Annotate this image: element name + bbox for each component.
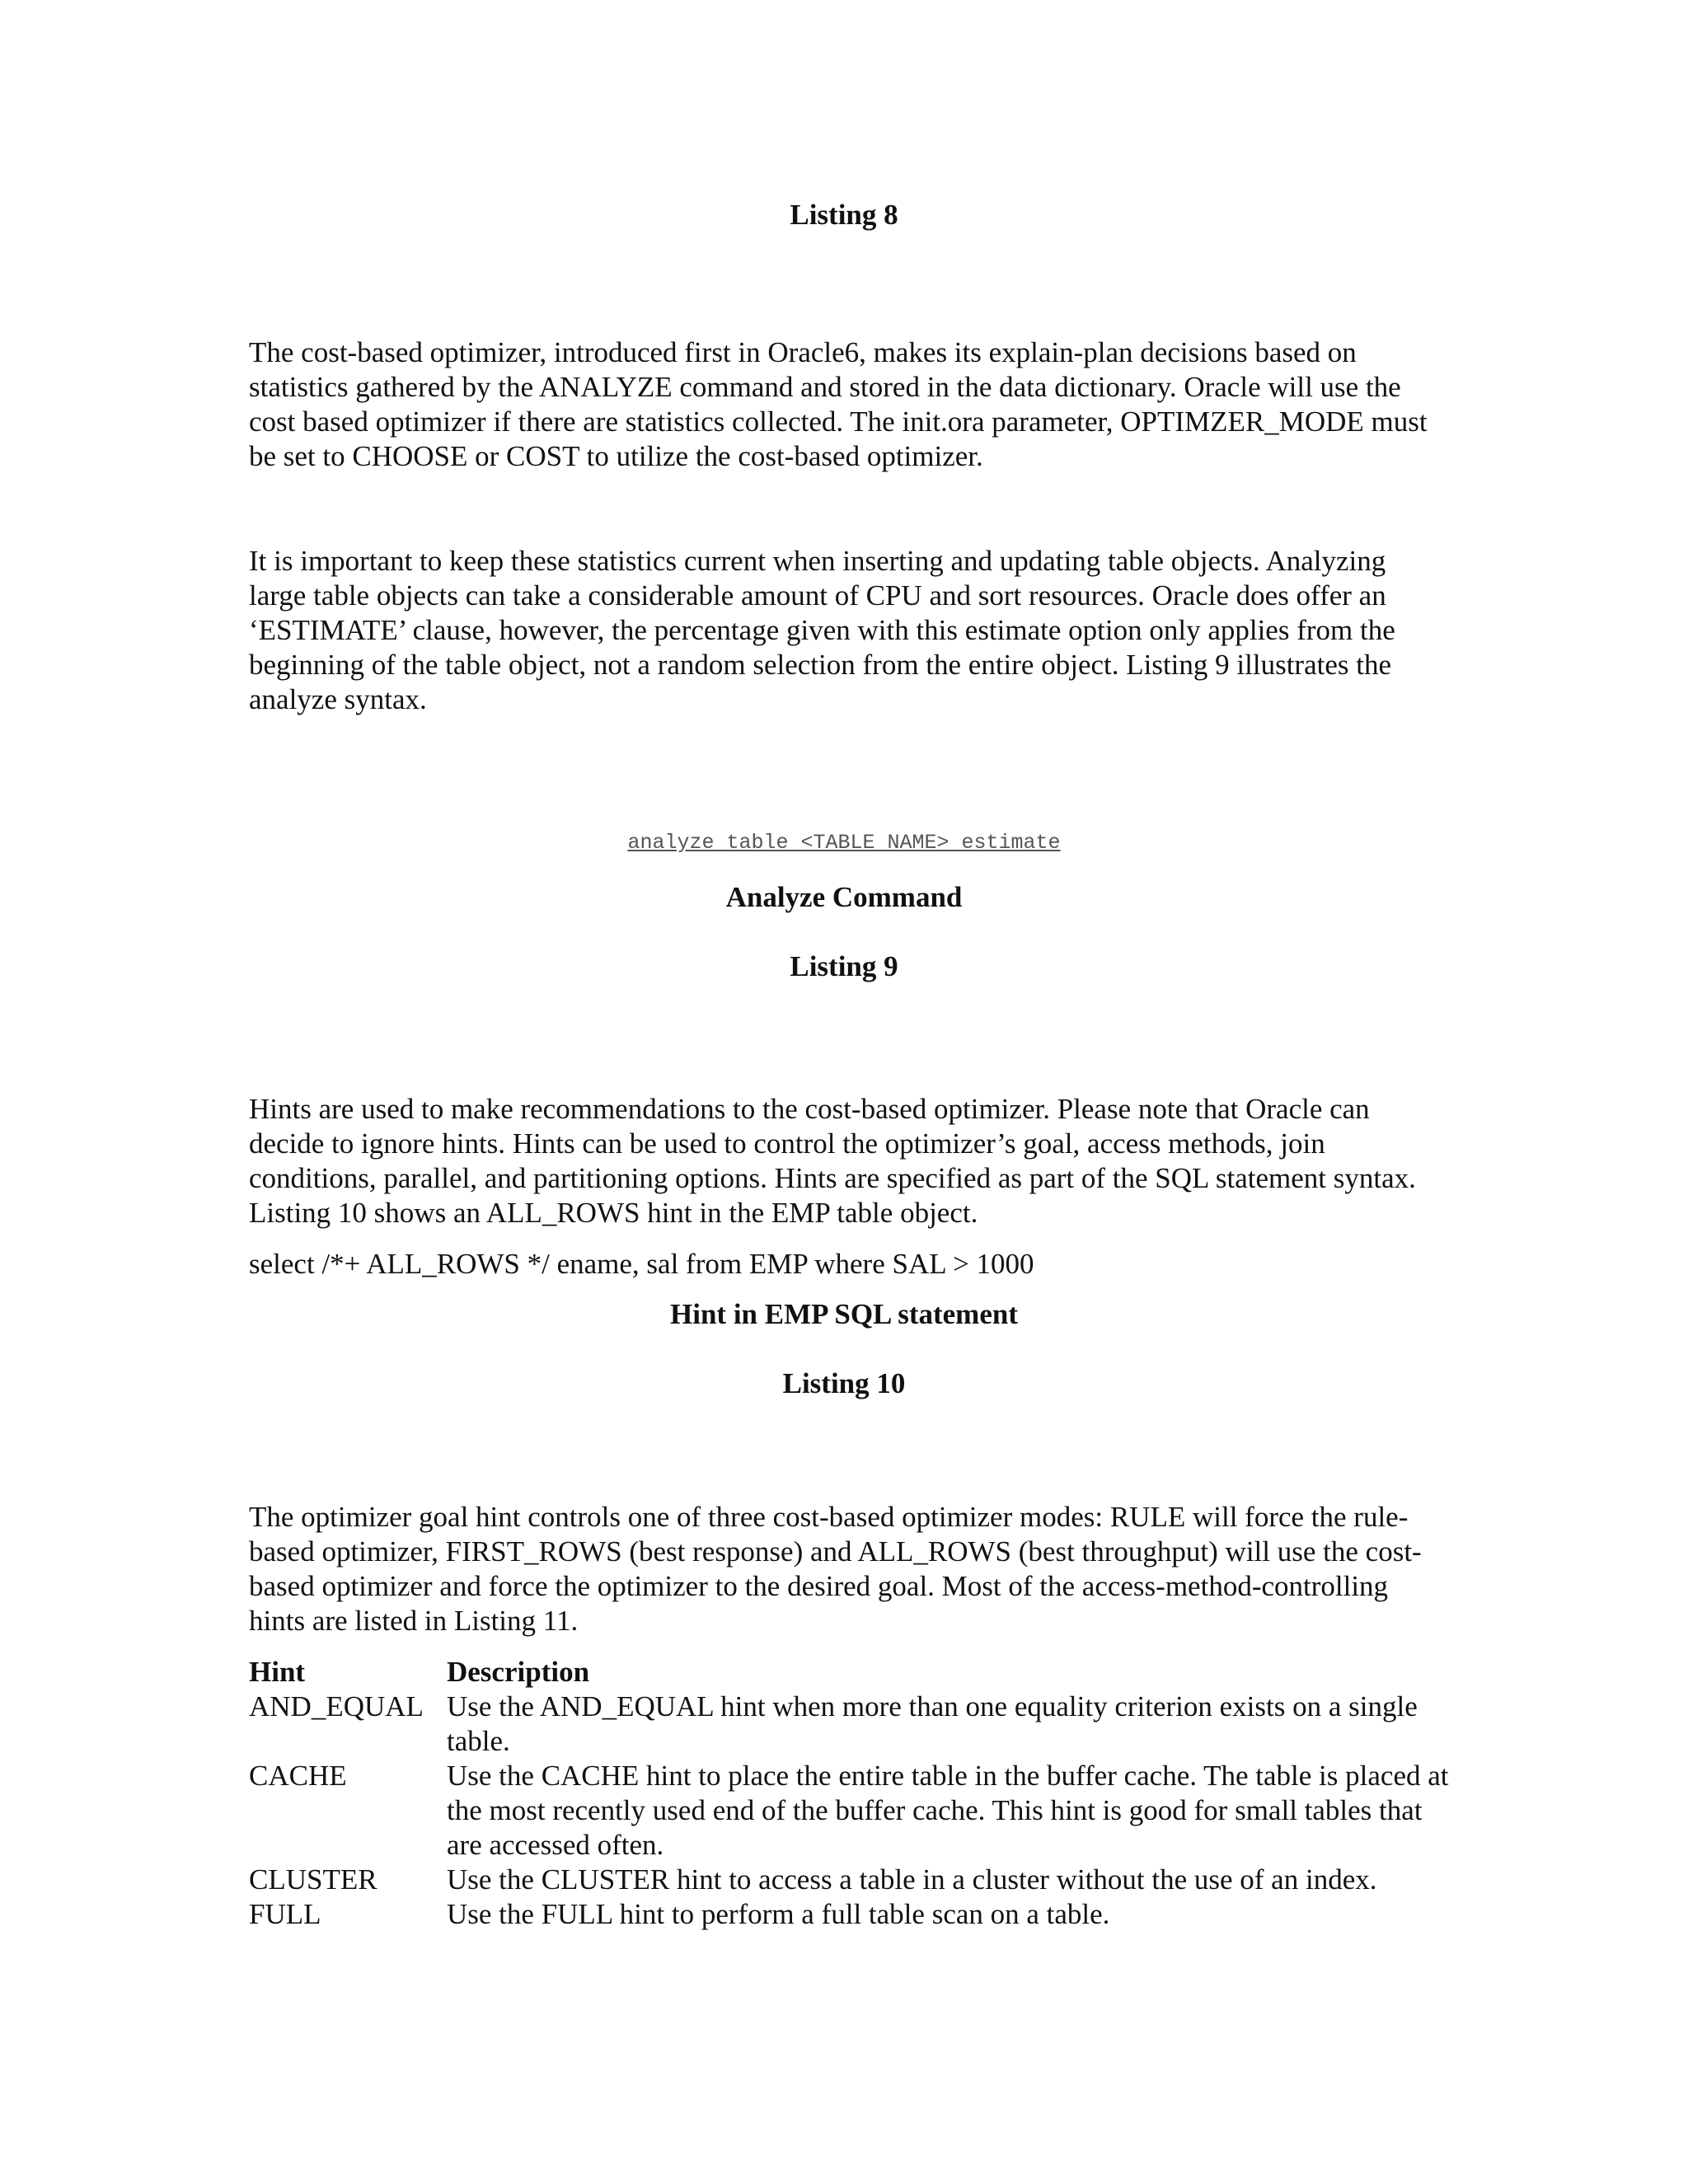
- hint-description: Use the FULL hint to perform a full table scan on a table.: [447, 1898, 1110, 1930]
- paragraph-optimizer-goal: The optimizer goal hint controls one of three cost-based optimizer modes: RULE will force the rule-based optimizer, FIRST_ROWS (best response) and ALL_ROWS (best throughput) will use the cost-based optimizer and force the optimizer to the desired goal. Most of the access-method-controlling hints are listed in Listing 11.: [249, 1501, 1422, 1637]
- hint-table-header-row: [249, 1655, 1452, 1690]
- listing-10-caption: Listing 10: [782, 1367, 906, 1399]
- hint-description: Use the CACHE hint to place the entire table in the buffer cache. The table is placed at the most recently used end of the buffer cache. This hint is good for small tables that are accessed often.: [447, 1760, 1449, 1861]
- hint-column-header: Hint: [249, 1656, 306, 1688]
- listing-10-title: Hint in EMP SQL statement: [670, 1298, 1018, 1330]
- table-row: [249, 1690, 1452, 1759]
- description-column-header: Description: [447, 1656, 590, 1688]
- hint-name: FULL: [249, 1898, 321, 1930]
- hint-description: Use the AND_EQUAL hint when more than one equality criterion exists on a single table.: [447, 1690, 1497, 1757]
- listing-9-title: Analyze Command: [725, 881, 963, 913]
- paragraph-hints: Hints are used to make recommendations to the cost-based optimizer. Please note that Oracle can decide to ignore hints. Hints can be used to control the optimizer’s goal, access methods, join conditions, parallel, and partitioning options. Hints are specified as part of the SQL statement syntax. Listing 10 shows an ALL_ROWS hint in the EMP table object.: [249, 1093, 1416, 1229]
- sql-statement-sample: select /*+ ALL_ROWS */ ename, sal from EMP where SAL > 1000: [249, 1248, 1034, 1280]
- listing-8-caption: Listing 8: [790, 199, 898, 231]
- listing-9-caption: Listing 9: [790, 950, 898, 982]
- analyze-code-sample: analyze table <TABLE NAME> estimate: [627, 831, 1061, 855]
- paragraph-cost-based-optimizer: The cost-based optimizer, introduced first in Oracle6, makes its explain-plan decisions based on statistics gathered by the ANALYZE command and stored in the data dictionary. Oracle will use the cost based optimizer if there are statistics collected. The init.ora parameter, OPTIMZER_MODE must be set to CHOOSE or COST to utilize the cost-based optimizer.: [249, 336, 1428, 472]
- paragraph-statistics-current: It is important to keep these statistics current when inserting and updating table objects. Analyzing large table objects can take a considerable amount of CPU and sort resources. Oracle does offer an ‘ESTIMATE’ clause, however, the percentage given with this estimate option only applies from the beginning of the table object, not a random selection from the entire object. Listing 9 illustrates the analyze syntax.: [249, 545, 1395, 715]
- hint-name: CLUSTER: [249, 1863, 377, 1896]
- hint-table: [249, 1655, 1497, 1932]
- table-row: [249, 1759, 1452, 1863]
- hint-description: Use the CLUSTER hint to access a table in a cluster without the use of an index.: [447, 1863, 1377, 1896]
- hint-name: AND_EQUAL: [249, 1690, 424, 1722]
- hint-name: CACHE: [249, 1760, 347, 1792]
- table-row: [249, 1897, 1452, 1932]
- table-row: [249, 1863, 1452, 1897]
